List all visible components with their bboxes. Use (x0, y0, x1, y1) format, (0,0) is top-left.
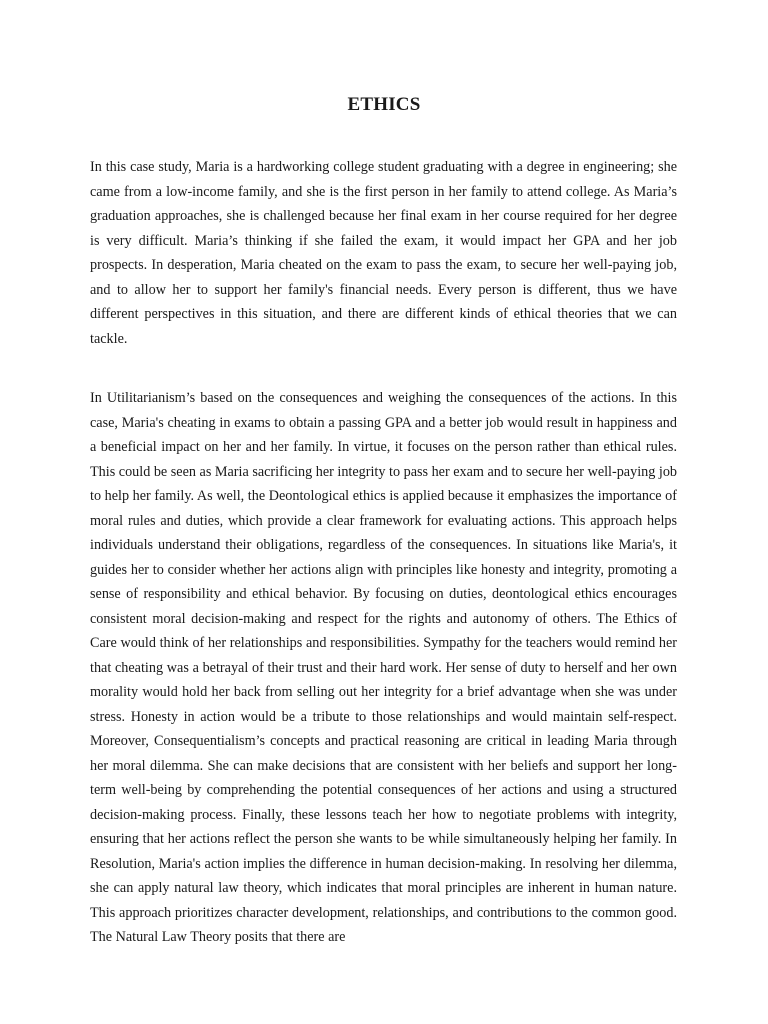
body-paragraph-1: In this case study, Maria is a hardworking college student graduating with a degree in engineering; she came from a low-income family, and she is the first person in her family to attend college. As Maria’s graduation approaches, she is challenged because her final exam in her course required for her degree is very difficult. Maria’s thinking if she failed the exam, it would impact her GPA and her job prospects. In desperation, Maria cheated on the exam to pass the exam, to secure her well-paying job, and to allow her to support her family's financial needs. Every person is different, thus we have different perspectives in this situation, and there are different kinds of ethical theories that we can tackle. (90, 159, 677, 347)
document-title: ETHICS (347, 94, 421, 115)
body-paragraph-2: In Utilitarianism’s based on the consequences and weighing the consequences of the actions. In this case, Maria's cheating in exams to obtain a passing GPA and a better job would result in happiness and a beneficial impact on her and her family. In virtue, it focuses on the person rather than ethical rules. This could be seen as Maria sacrificing her integrity to pass her exam and to secure her well-paying job to help her family. As well, the Deontological ethics is applied because it emphasizes the importance of moral rules and duties, which provide a clear framework for evaluating actions. This approach helps individuals understand their obligations, regardless of the consequences. In situations like Maria's, it guides her to consider whether her actions align with principles like honesty and integrity, promoting a sense of responsibility and ethical behavior. By focusing on duties, deontological ethics encourages consistent moral decision-making and respect for the rights and autonomy of others. The Ethics of Care would think of her relationships and responsibilities. Sympathy for the teachers would remind her that cheating was a betrayal of their trust and their hard work. Her sense of duty to herself and her own morality would hold her back from selling out her integrity for a brief advantage when she was under stress. Honesty in action would be a tribute to those relationships and would maintain self-respect. Moreover, Consequentialism’s concepts and practical reasoning are critical in leading Maria through her moral dilemma. She can make decisions that are consistent with her beliefs and support her long-term well-being by comprehending the potential consequences of her actions and using a structured decision-making process. Finally, these lessons teach her how to negotiate problems with integrity, ensuring that her actions reflect the person she wants to be while simultaneously helping her family. In Resolution, Maria's action implies the difference in human decision-making. In resolving her dilemma, she can apply natural law theory, which indicates that moral principles are inherent in human nature. This approach prioritizes character development, relationships, and contributions to the common good. The Natural Law Theory posits that there are (90, 390, 678, 945)
